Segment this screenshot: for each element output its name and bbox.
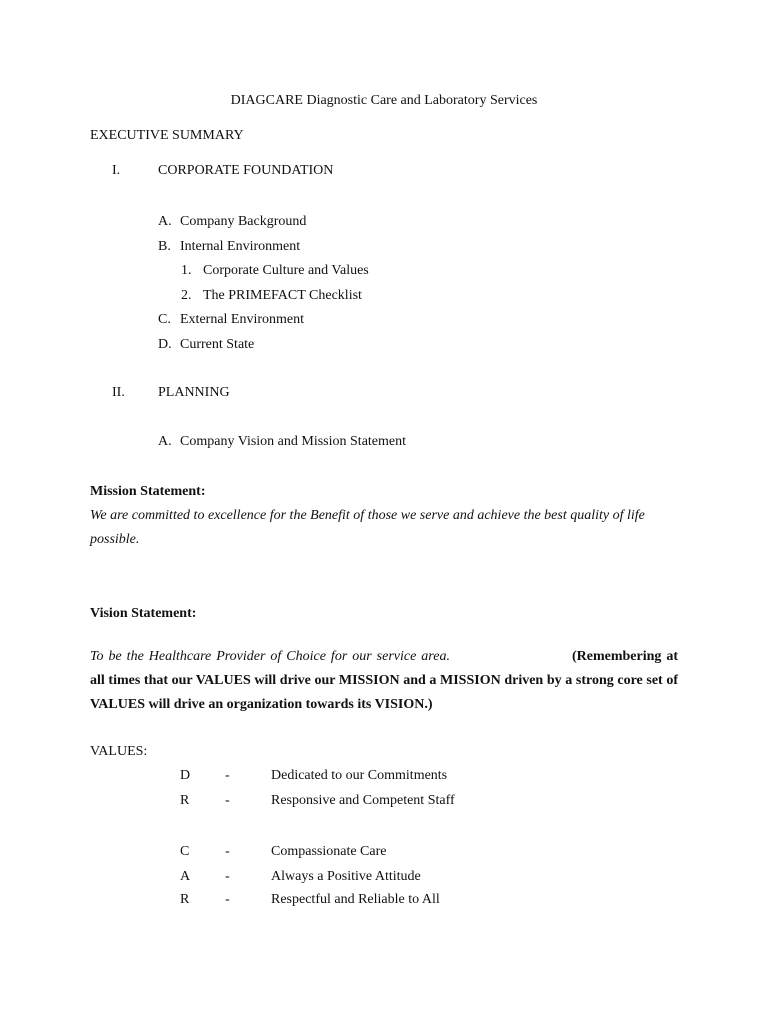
mission-text-line-1: We are committed to excellence for the Benefit of those we serve and achieve the best quality of life — [90, 508, 645, 523]
outline-item-c-letter: C. — [158, 312, 171, 327]
value-letter: D — [180, 768, 191, 783]
vision-heading: Vision Statement: — [90, 606, 197, 621]
outline-subitem-corporate-culture: Corporate Culture and Values — [203, 263, 369, 278]
outline-item-d-letter: D. — [158, 337, 172, 352]
value-text: Always a Positive Attitude — [271, 869, 421, 884]
value-letter: R — [180, 892, 190, 907]
outline-item-internal-environment: Internal Environment — [180, 239, 301, 254]
vision-text: To be the Healthcare Provider of Choice for our service area. — [90, 649, 450, 664]
section-1-numeral: I. — [112, 163, 121, 178]
section-1-label: CORPORATE FOUNDATION — [158, 163, 334, 178]
outline-item-company-background: Company Background — [180, 214, 307, 229]
outline-subitem-primefact-checklist: The PRIMEFACT Checklist — [203, 288, 362, 303]
outline-item-b-letter: B. — [158, 239, 171, 254]
document-title: DIAGCARE Diagnostic Care and Laboratory Services — [230, 93, 538, 108]
value-letter: A — [180, 869, 191, 884]
value-text: Respectful and Reliable to All — [271, 892, 440, 907]
section-2-numeral: II. — [112, 385, 125, 400]
value-dash: - — [225, 793, 230, 808]
executive-summary-heading: EXECUTIVE SUMMARY — [90, 128, 244, 143]
value-dash: - — [225, 844, 230, 859]
section-2-label: PLANNING — [158, 385, 230, 400]
values-heading: VALUES: — [90, 744, 148, 759]
outline-item-a-letter-planning: A. — [158, 434, 172, 449]
outline-item-a-letter: A. — [158, 214, 172, 229]
outline-item-external-environment: External Environment — [180, 312, 305, 327]
value-text: Compassionate Care — [271, 844, 387, 859]
outline-item-vision-mission: Company Vision and Mission Statement — [180, 434, 407, 449]
outline-item-current-state: Current State — [180, 337, 255, 352]
value-text: Dedicated to our Commitments — [271, 768, 448, 783]
mission-text-line-2: possible. — [90, 532, 140, 547]
value-dash: - — [225, 768, 230, 783]
value-dash: - — [225, 892, 230, 907]
mission-heading: Mission Statement: — [90, 484, 206, 499]
outline-subitem-1-number: 1. — [181, 263, 192, 278]
value-letter: C — [180, 844, 190, 859]
vision-note: (Remembering at all times that our VALUES will drive our MISSION and a MISSION driven by a strong core set of VALUES will drive an organization towards its VISION.) — [90, 649, 679, 712]
value-dash: - — [225, 869, 230, 884]
value-text: Responsive and Competent Staff — [271, 793, 455, 808]
outline-subitem-2-number: 2. — [181, 288, 192, 303]
vision-paragraph — [90, 645, 678, 717]
value-letter: R — [180, 793, 190, 808]
